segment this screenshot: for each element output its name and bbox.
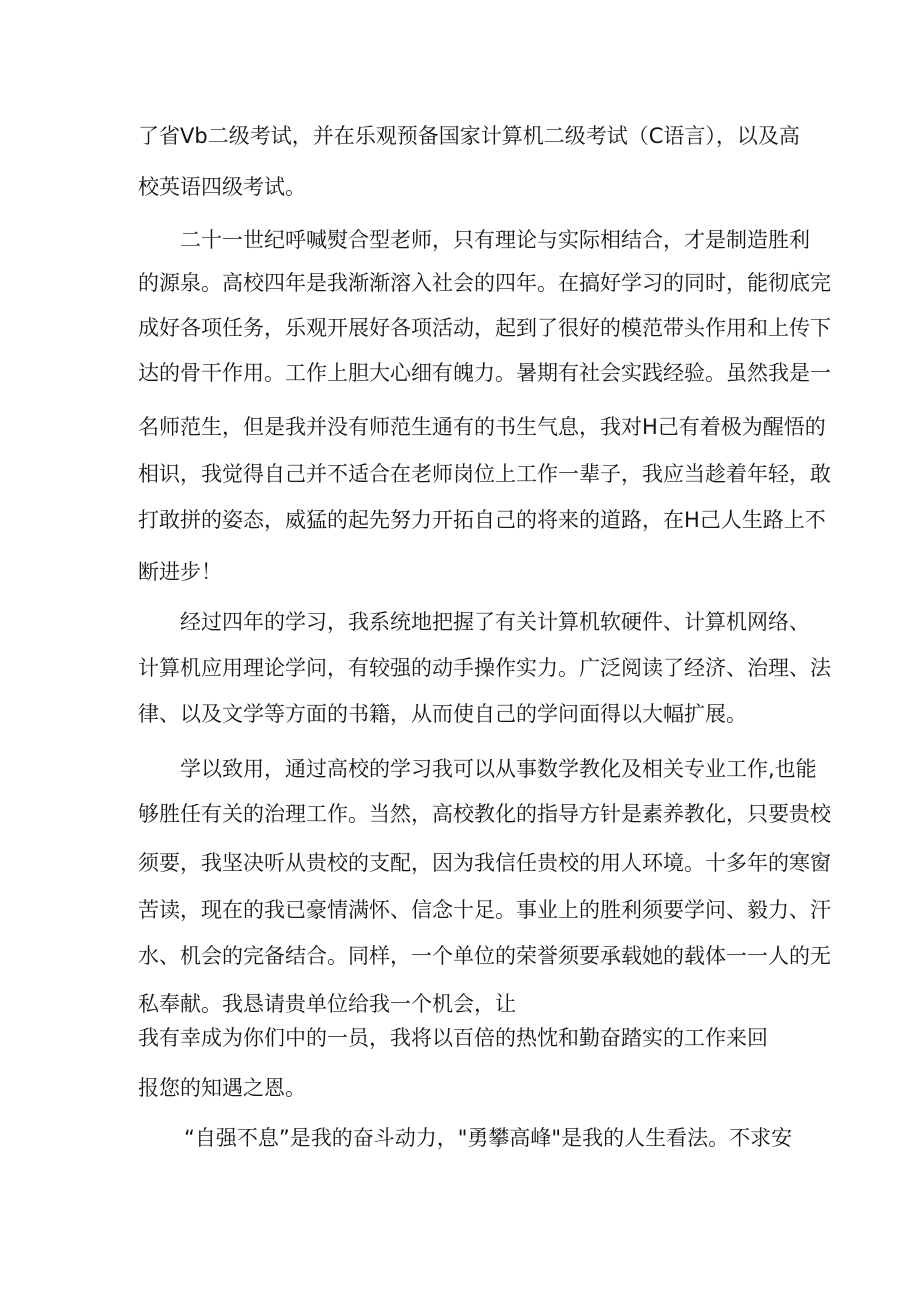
text-line: 报您的知遇之恩。 <box>138 1076 306 1100</box>
text-line: 名师范生，但是我并没有师范生通有的书生气息，我对H己有着极为醒悟的 <box>138 415 826 439</box>
text-line: 断进步！ <box>138 560 222 584</box>
text-line: 打敢拼的姿态，威猛的起先努力开拓自己的将来的道路，在H己人生路上不 <box>138 508 826 532</box>
text-line: 成好各项任务，乐观开展好各项活动，起到了很好的模范带头作用和上传下 <box>138 316 831 340</box>
text-line: 相识，我觉得自己并不适合在老师岗位上工作一辈子，我应当趁着年轻，敢 <box>138 462 831 486</box>
text-line: 计算机应用理论学问，有较强的动手操作实力。广泛阅读了经济、治理、法 <box>138 656 831 680</box>
text-line: 我有幸成为你们中的一员，我将以百倍的热忱和勤奋踏实的工作来回 <box>138 1026 768 1050</box>
text-line: 的源泉。高校四年是我渐渐溶入社会的四年。在搞好学习的同时，能彻底完 <box>138 271 831 295</box>
text-line: 够胜任有关的治理工作。当然，高校教化的指导方针是素养教化，只要贵校 <box>138 802 831 826</box>
paragraph-start-line: 二十一世纪呼喊熨合型老师，只有理论与实际相结合，才是制造胜利 <box>180 228 810 252</box>
paragraph-start-line: 学以致用，通过高校的学习我可以从事数学教化及相关专业工作,也能 <box>180 757 817 781</box>
text-line: 苦读，现在的我已豪情满怀、信念十足。事业上的胜利须要学问、毅力、汗 <box>138 898 831 922</box>
text-line: 须要，我坚决听从贵校的支配，因为我信任贵校的用人环境。十多年的寒窗 <box>138 851 831 875</box>
text-line: 水、机会的完备结合。同样，一个单位的荣誉须要承载她的载体一一人的无 <box>138 944 831 968</box>
text-line: 律、以及文学等方面的书籍，从而使自己的学问面得以大幅扩展。 <box>138 702 747 726</box>
text-line: 校英语四级考试。 <box>138 175 306 199</box>
text-line: 达的骨干作用。工作上胆大心细有魄力。暑期有社会实践经验。虽然我是一 <box>138 361 831 385</box>
text-line: 了省Vb二级考试，并在乐观预备国家计算机二级考试（C语言），以及高 <box>138 124 800 148</box>
text-line: 私奉献。我恳请贵单位给我一个机会，让 <box>138 992 516 1016</box>
paragraph-start-line: 经过四年的学习，我系统地把握了有关计算机软硬件、计算机网络、 <box>180 610 810 634</box>
paragraph-start-line: “自强不息”是我的奋斗动力，"勇攀高峰"是我的人生看法。不求安 <box>184 1126 793 1150</box>
